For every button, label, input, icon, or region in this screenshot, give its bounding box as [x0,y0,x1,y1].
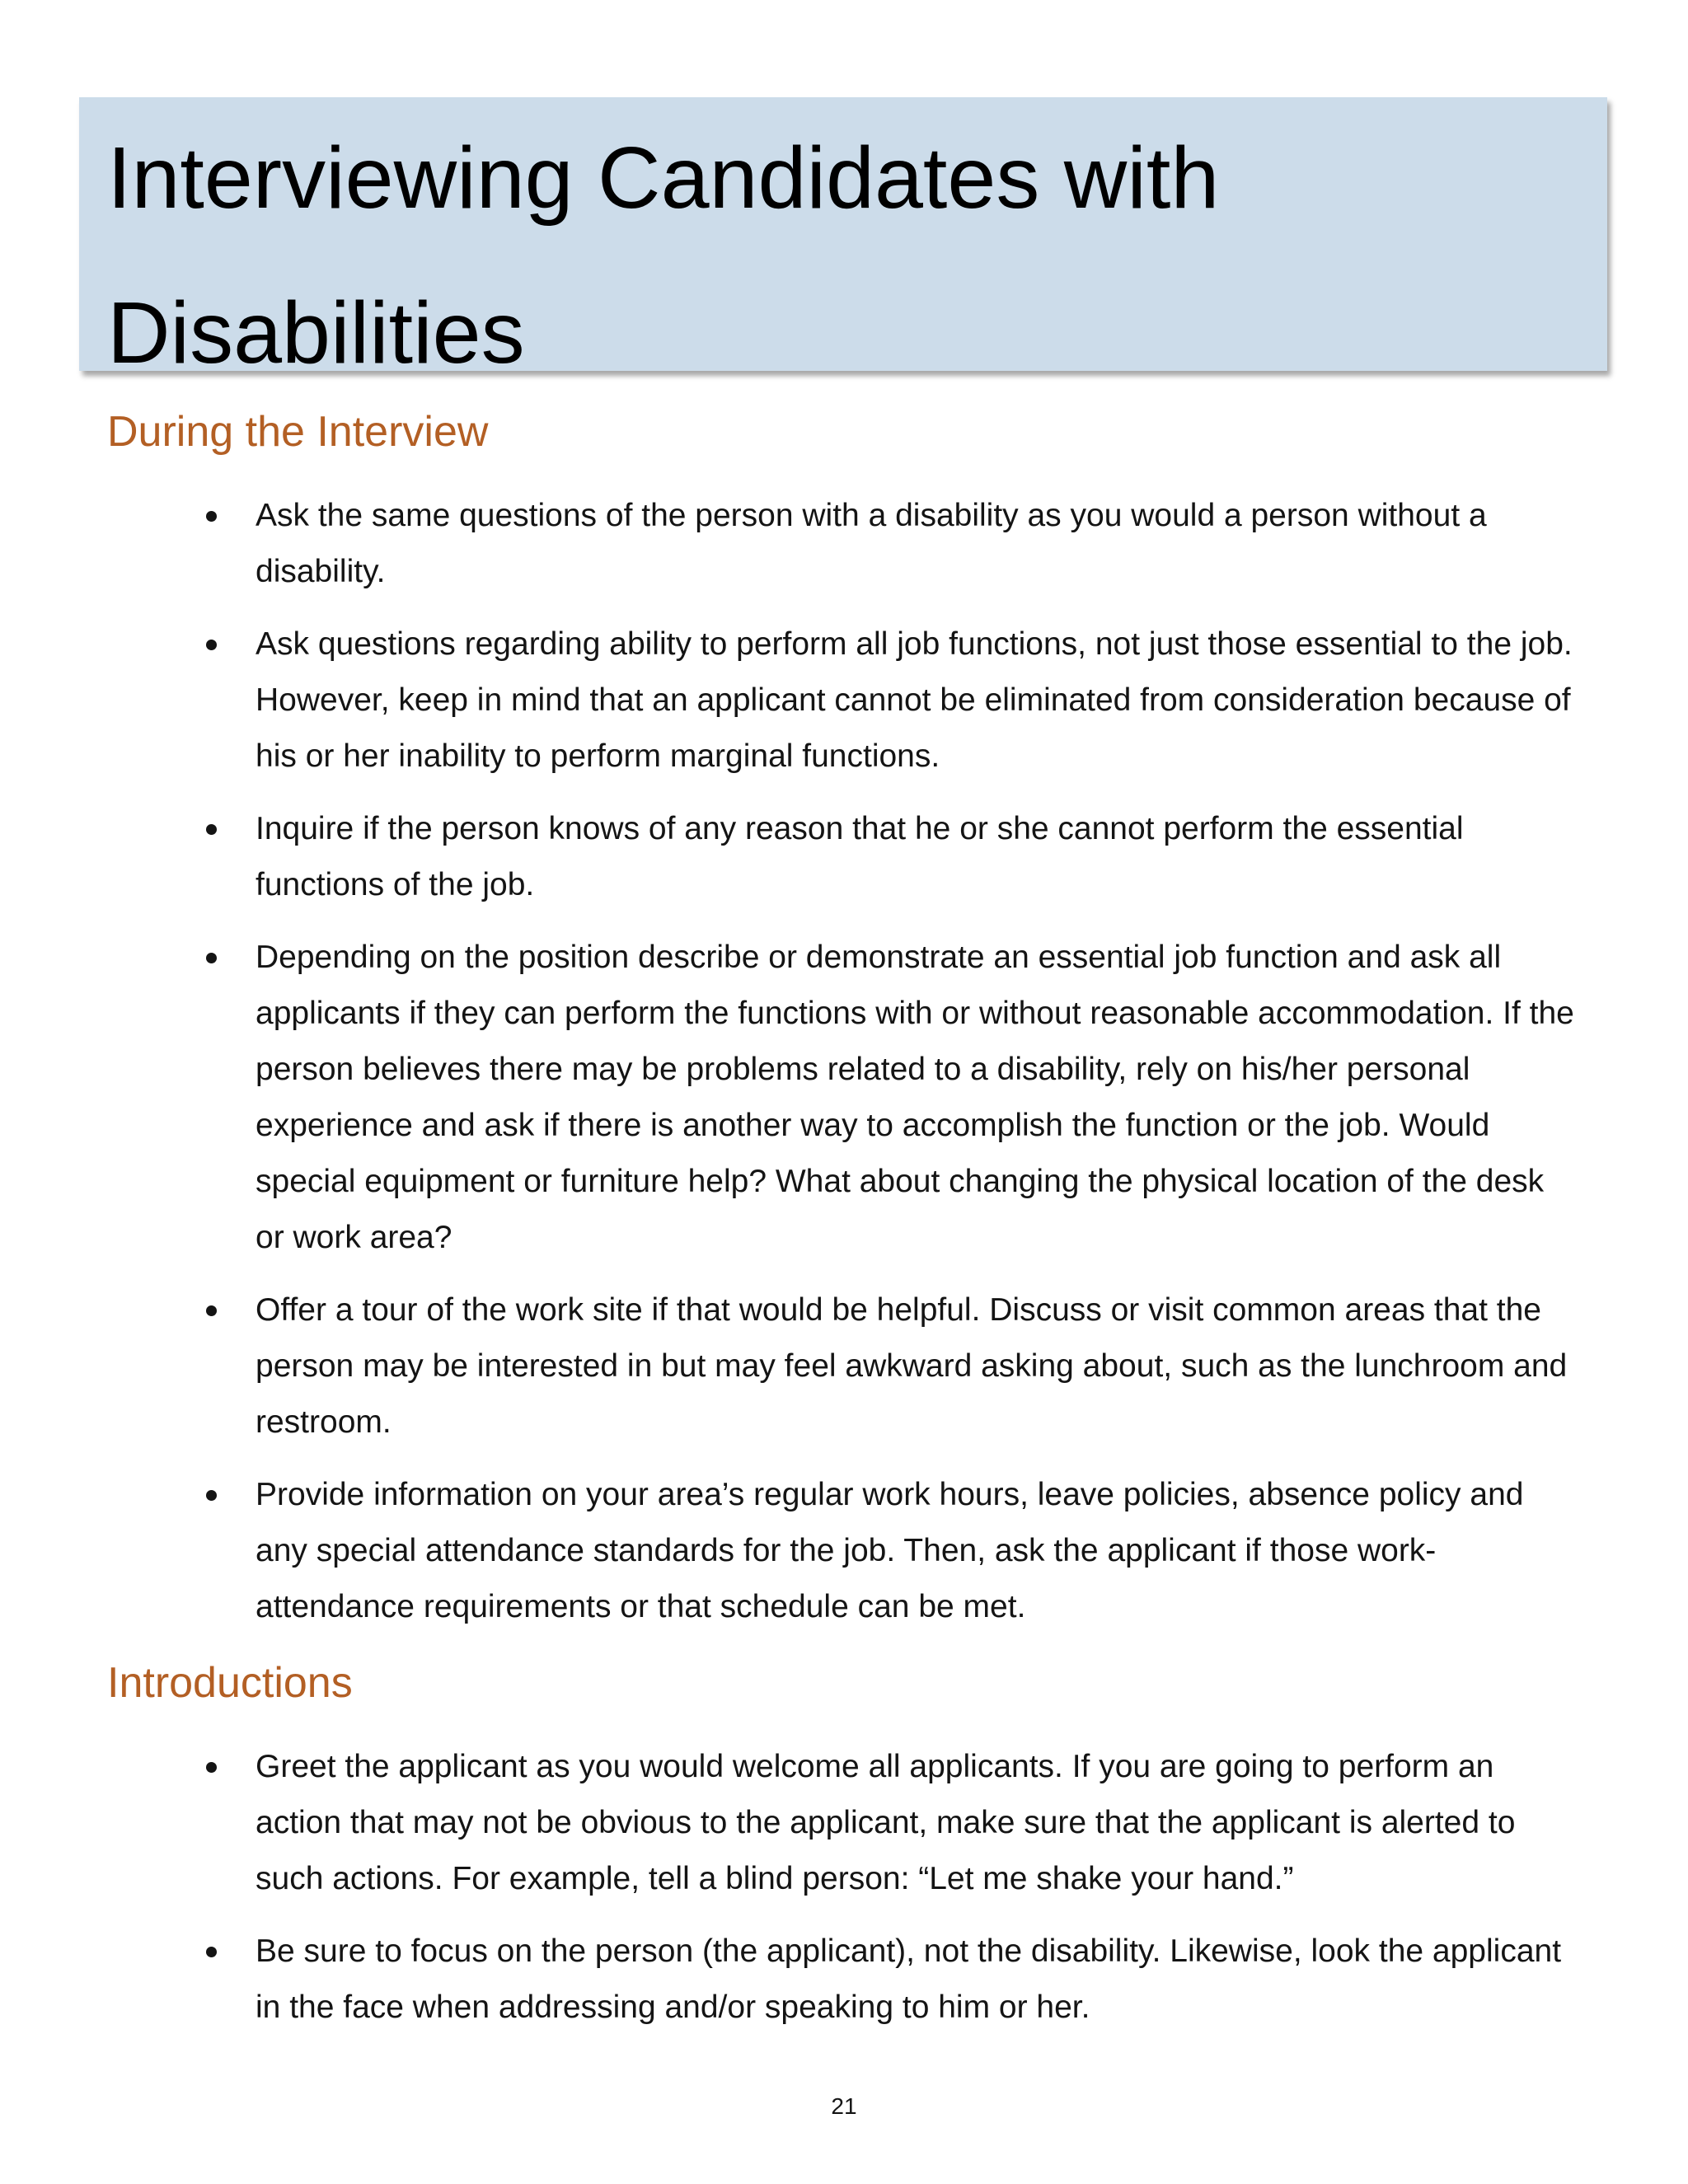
list-item [0,1282,1574,1451]
list-item-text: Greet the applicant as you would welcome all applicants. If you are going to perform an action that may not be obvious to the applicant, make sure that the applicant is alerted to such actions. For example, tell a blind person: “Let me shake your hand.” [256,1749,1516,1896]
bullet-icon [206,511,217,522]
list-item-text: Ask questions regarding ability to perform all job functions, not just those essential to the job. However, keep in mind that an applicant cannot be eliminated from consideration because of his or her inability to perform marginal functions. [256,626,1573,774]
bullet-list-introductions [0,1739,1688,2052]
bullet-list-during-interview [0,488,1688,1652]
list-item-text: Offer a tour of the work site if that would be helpful. Discuss or visit common areas that the person may be interested in but may feel awkward asking about, such as the lunchroom and restroom. [256,1292,1568,1440]
bullet-icon [206,1305,217,1316]
bullet-icon [206,953,217,963]
list-item [0,930,1574,1266]
list-item [0,616,1574,785]
list-item-text: Provide information on your area’s regular work hours, leave policies, absence policy and any special attendance standards for the job. Then, ask the applicant if those work-attendance requirements or that schedule can be met. [256,1477,1524,1624]
bullet-icon [206,1490,217,1501]
bullet-icon [206,1762,217,1773]
list-item [0,801,1574,913]
list-item-text: Be sure to focus on the person (the applicant), not the disability. Likewise, look the applicant in the face when addressing and/or speaking to him or her. [256,1933,1562,2025]
page-title: Interviewing Candidates with Disabilities [107,129,1220,382]
page-number: 21 [831,2093,857,2119]
list-item [0,488,1574,600]
bullet-icon [206,1947,217,1957]
list-item-text: Depending on the position describe or demonstrate an essential job function and ask all applicants if they can perform the functions with or without reasonable accommodation. If the person believes there may be problems related to a disability, rely on his/her personal experience and ask if there is another way to accomplish the function or the job. Would special equipment or furniture help? What about changing the physical location of the desk or work area? [256,940,1574,1255]
section-heading-introductions: Introductions [107,1659,353,1707]
bullet-icon [206,640,217,650]
list-item [0,1924,1574,2036]
section-heading-during-interview: During the Interview [107,408,489,456]
list-item-text: Ask the same questions of the person with a disability as you would a person without a disability. [256,498,1487,589]
bullet-icon [206,824,217,835]
list-item-text: Inquire if the person knows of any reason that he or she cannot perform the essential functions of the job. [256,811,1464,902]
list-item [0,1467,1574,1635]
list-item [0,1739,1574,1907]
